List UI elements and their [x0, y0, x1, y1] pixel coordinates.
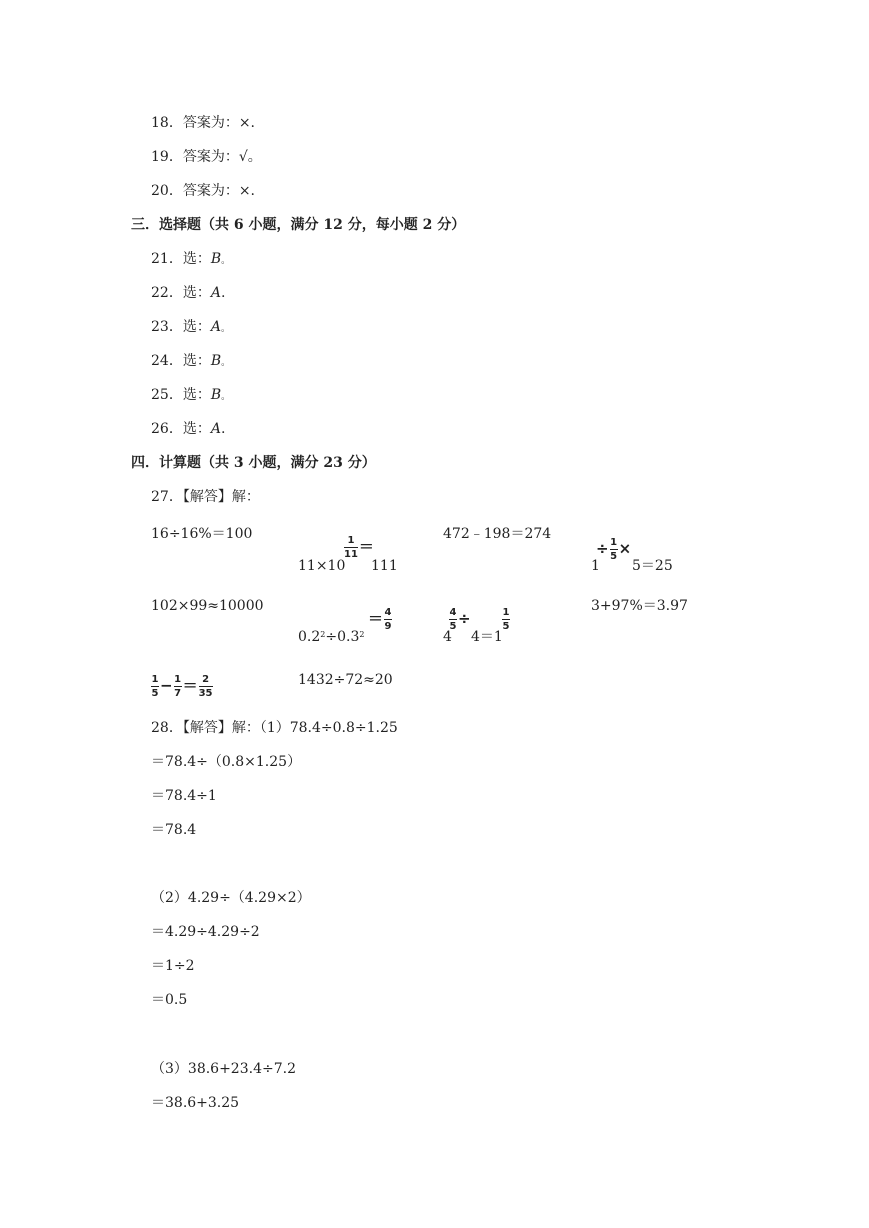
choice-tail: .	[220, 285, 226, 301]
choice-number: 25．选：	[151, 387, 211, 403]
choice-22	[151, 284, 225, 302]
fraction-numerator: 1	[347, 535, 355, 546]
choice-25	[151, 386, 230, 406]
q27-r1c2-left: 11×10	[298, 558, 346, 574]
q27-r1c4-right: 5＝25	[632, 558, 673, 574]
choice-number: 21．选：	[151, 251, 211, 267]
section-3-heading: 三．选择题（共 6 小题，满分 12 分，每小题 2 分）	[131, 217, 466, 233]
divide-sign: ÷	[458, 609, 471, 628]
divide-sign: ÷	[596, 539, 609, 558]
fraction-bar	[384, 619, 392, 620]
divide-part: ÷0.3	[325, 629, 360, 645]
q27-r2c2-expression	[298, 628, 364, 646]
fraction-denominator: 5	[502, 621, 510, 632]
q27-r3c1-expression	[150, 674, 214, 699]
choice-tail: 。	[221, 392, 231, 402]
q27-r2c3-fraction2	[501, 607, 511, 632]
q27-r1c4-left: 1	[591, 558, 600, 574]
choice-value: A	[210, 421, 221, 437]
fraction-denominator: 5	[610, 551, 618, 562]
fraction-bar	[199, 686, 213, 687]
answer-value: ×.	[238, 115, 256, 131]
answer-18	[151, 114, 255, 132]
fraction-numerator: 2	[202, 674, 210, 685]
q27-r1c3: 472﹣198＝274	[443, 526, 552, 542]
choice-26	[151, 420, 225, 438]
q28-line-4: ＝78.4	[151, 822, 197, 838]
minus-sign: −	[160, 676, 173, 695]
answer-value: ×.	[238, 183, 256, 199]
section-4-heading: 四．计算题（共 3 小题，满分 23 分）	[131, 455, 376, 471]
q27-r2c3-mid: 4＝1	[471, 629, 503, 645]
fraction-denominator: 9	[384, 621, 392, 632]
fraction-bar	[502, 619, 510, 620]
fraction-numerator: 4	[449, 607, 457, 618]
answer-value: √。	[238, 149, 262, 165]
answer-number: 19．答案为：	[151, 149, 239, 165]
fraction-numerator: 1	[502, 607, 510, 618]
fraction-numerator: 1	[174, 674, 182, 685]
choice-value: B	[210, 251, 222, 267]
fraction-bar	[344, 547, 358, 548]
q27-r2c4: 3+97%＝3.97	[591, 598, 688, 614]
equals-sign: ＝	[368, 609, 384, 628]
choice-tail: 。	[221, 256, 231, 266]
exponent: 2	[359, 630, 365, 639]
choice-value: A	[210, 319, 221, 335]
fraction-denominator: 35	[198, 688, 213, 699]
fraction-denominator: 5	[449, 621, 457, 632]
choice-value: B	[210, 387, 222, 403]
choice-tail: 。	[221, 358, 231, 368]
base: 0.2	[298, 629, 321, 645]
fraction-denominator: 7	[174, 688, 182, 699]
answer-20	[151, 182, 255, 200]
q28-line-3: ＝78.4÷1	[151, 788, 217, 804]
q28-line-9: （3）38.6+23.4÷7.2	[151, 1061, 296, 1077]
times-sign: ×	[618, 539, 632, 558]
q28-line-10: ＝38.6+3.25	[151, 1095, 240, 1111]
q27-r3c2: 1432÷72≈20	[298, 672, 393, 688]
equals-sign: ＝	[358, 537, 374, 556]
q27-r2c1: 102×99≈10000	[151, 598, 264, 614]
q28-line-7: ＝1÷2	[151, 958, 195, 974]
equals-sign: ＝	[182, 676, 198, 695]
choice-23	[151, 318, 230, 338]
fraction-bar	[449, 619, 457, 620]
fraction-numerator: 4	[384, 607, 392, 618]
q27-r1c2-fraction	[343, 535, 374, 560]
choice-number: 24．选：	[151, 353, 211, 369]
choice-tail: 。	[220, 324, 230, 334]
choice-number: 22．选：	[151, 285, 211, 301]
choice-number: 23．选：	[151, 319, 211, 335]
fraction-bar	[610, 549, 618, 550]
answer-19	[151, 148, 262, 166]
fraction-numerator: 1	[610, 537, 618, 548]
fraction-denominator: 11	[344, 549, 358, 560]
choice-value: B	[210, 353, 222, 369]
q28-line-6: ＝4.29÷4.29÷2	[151, 924, 260, 940]
fraction-denominator: 5	[151, 688, 159, 699]
q27-r2c3-lead: 4	[443, 629, 452, 645]
choice-21	[151, 250, 230, 270]
choice-24	[151, 352, 230, 372]
q28-line-5: （2）4.29÷（4.29×2）	[151, 890, 311, 906]
fraction-bar	[174, 686, 182, 687]
choice-tail: .	[220, 421, 226, 437]
q27-r1c1: 16÷16%＝100	[151, 526, 253, 542]
q27-r1c4-fraction	[596, 537, 631, 562]
q27-label: 27．【解答】解：	[151, 489, 260, 505]
q28-line-8: ＝0.5	[151, 992, 188, 1008]
choice-number: 26．选：	[151, 421, 211, 437]
choice-value: A	[210, 285, 221, 301]
exponent: 2	[320, 630, 326, 639]
fraction-numerator: 1	[151, 674, 159, 685]
answer-number: 18．答案为：	[151, 115, 239, 131]
q28-line-2: ＝78.4÷（0.8×1.25）	[151, 754, 302, 770]
q27-r1c2-right: 111	[371, 558, 398, 574]
q27-r2c2-fraction	[368, 607, 393, 632]
fraction-bar	[151, 686, 159, 687]
q28-line-1: 28．【解答】解：（1）78.4÷0.8÷1.25	[151, 720, 398, 736]
answer-number: 20．答案为：	[151, 183, 239, 199]
